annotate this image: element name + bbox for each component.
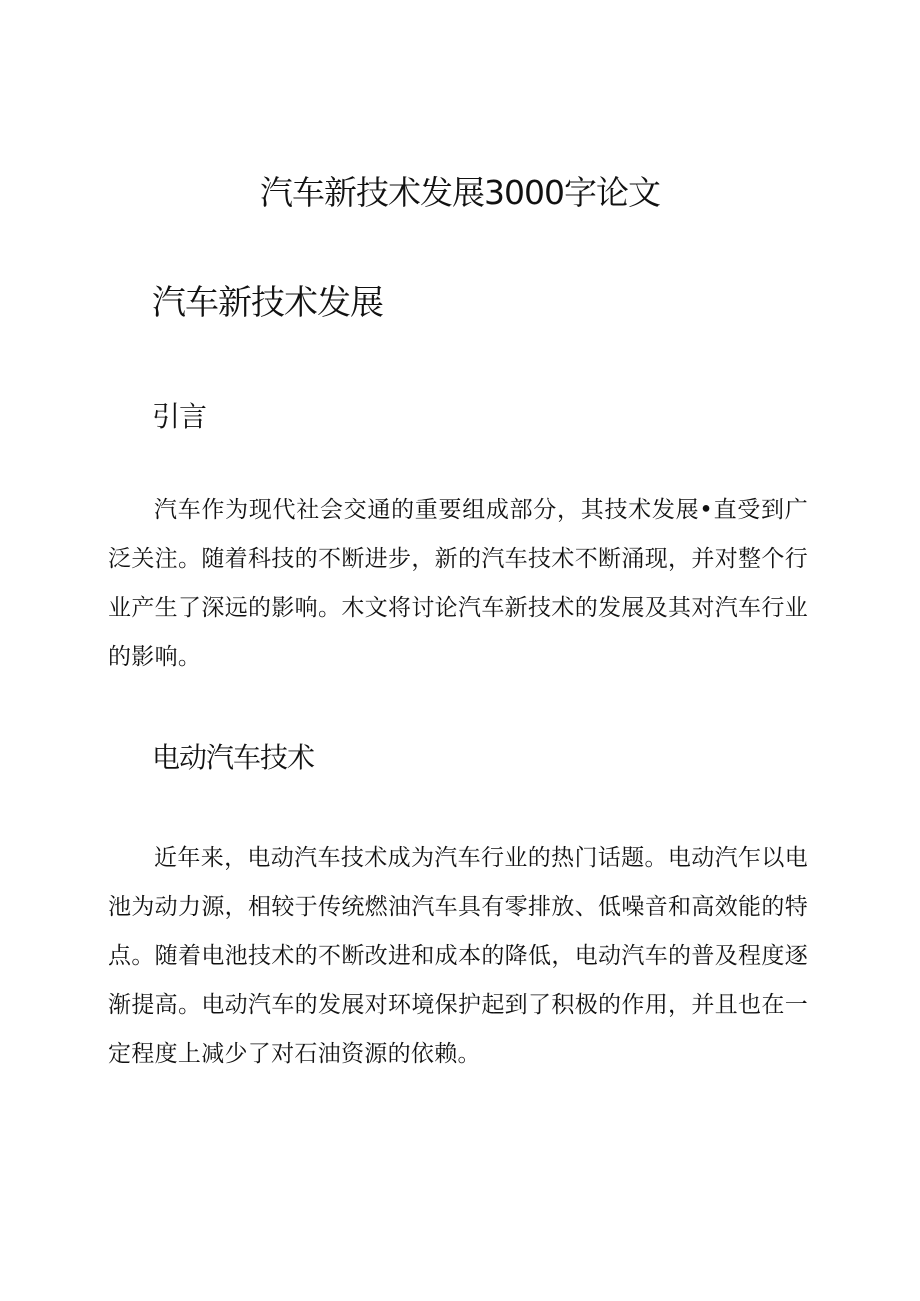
section-heading-electric-vehicle: 电动汽车技术 xyxy=(152,741,315,774)
electric-vehicle-paragraph: 近年来，电动汽车技术成为汽车行业的热门话题。电动汽乍以电池为动力源，相较于传统燃油汽车具有零排放、低噪音和高效能的特点。随着电池技术的不断改进和成本的降低，电动汽车的普及程度逐渐提高。电动汽车的发展对环境保护起到了积极的作用，并且也在一定程度上减少了对石油资源的依赖。 xyxy=(108,845,808,1067)
document-title: 汽车新技术发展3000字论文 xyxy=(260,173,660,212)
section-heading-introduction: 引言 xyxy=(152,400,207,433)
introduction-paragraph: 汽车作为现代社会交通的重要组成部分，其技术发展•直受到广泛关注。随着科技的不断进步，新的汽车技术不断涌现，并对整个行业产生了深远的影响。木文将讨论汽车新技术的发展及其对汽车行业的影响。 xyxy=(108,497,808,670)
main-heading: 汽车新技术发展 xyxy=(152,283,383,323)
